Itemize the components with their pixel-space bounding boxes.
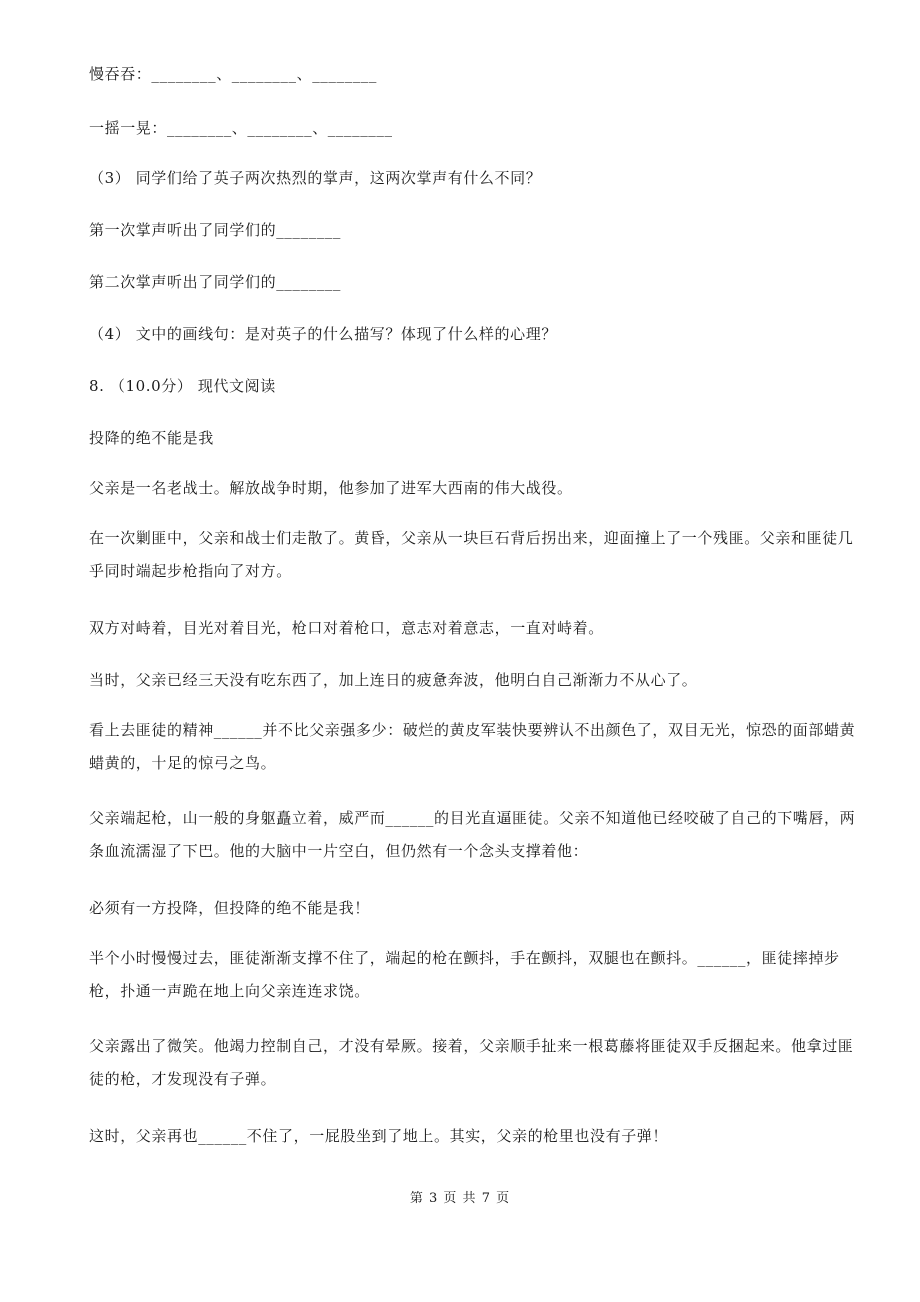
paragraph-3: 当时，父亲已经三天没有吃东西了，加上连日的疲惫奔波，他明白自己渐渐力不从心了。	[89, 671, 698, 689]
paragraph-4: 看上去匪徒的精神______并不比父亲强多少：破烂的黄皮军装快要辨认不出颜色了，双目无光，惊恐的面部蜡黄蜡黄的，十足的惊弓之鸟。	[89, 721, 856, 772]
question-4: （4） 文中的画线句：是对英子的什么描写？体现了什么样的心理？	[89, 325, 557, 343]
paragraph-intro: 父亲是一名老战士。解放战争时期，他参加了进军大西南的伟大战役。	[89, 479, 573, 497]
paragraph-5: 父亲端起枪，山一般的身躯矗立着，威严而______的目光直逼匪徒。父亲不知道他已经咬破了自己的下嘴唇，两条血流濡湿了下巴。他的大脑中一片空白，但仍然有一个念头支撑着他：	[89, 809, 856, 860]
page-footer: 第 3 页 共 7 页	[409, 1191, 511, 1206]
question-3: （3） 同学们给了英子两次热烈的掌声，这两次掌声有什么不同？	[89, 169, 542, 187]
question-8-heading: 8. （10.0分） 现代文阅读	[89, 377, 276, 395]
paragraph-7: 半个小时慢慢过去，匪徒渐渐支撑不住了，端起的枪在颤抖，手在颤抖，双腿也在颤抖。______，匪徒摔掉步枪，扑通一声跪在地上向父亲连连求饶。	[89, 949, 840, 1000]
paragraph-6: 必须有一方投降，但投降的绝不能是我！	[89, 899, 370, 917]
paragraph-1: 在一次剿匪中，父亲和战士们走散了。黄昏，父亲从一块巨石背后拐出来，迎面撞上了一个残匪。父亲和匪徒几乎同时端起步枪指向了对方。	[89, 529, 854, 580]
paragraph-2: 双方对峙着，目光对着目光，枪口对着枪口，意志对着意志，一直对峙着。	[89, 619, 604, 637]
answer-line-first-applause: 第一次掌声听出了同学们的________	[89, 221, 342, 239]
paragraph-8: 父亲露出了微笑。他竭力控制自己，才没有晕厥。接着，父亲顺手扯来一根葛藤将匪徒双手反捆起来。他拿过匪徒的枪，才发现没有子弹。	[89, 1037, 854, 1088]
answer-line-second-applause: 第二次掌声听出了同学们的________	[89, 273, 342, 291]
article-title: 投降的绝不能是我	[89, 429, 214, 447]
answer-line-yiyaoyihuang: 一摇一晃：________、________、________	[89, 119, 393, 137]
paragraph-9: 这时，父亲再也______不住了，一屁股坐到了地上。其实，父亲的枪里也没有子弹！	[89, 1127, 669, 1145]
answer-line-mantuntun: 慢吞吞：________、________、________	[89, 65, 378, 83]
